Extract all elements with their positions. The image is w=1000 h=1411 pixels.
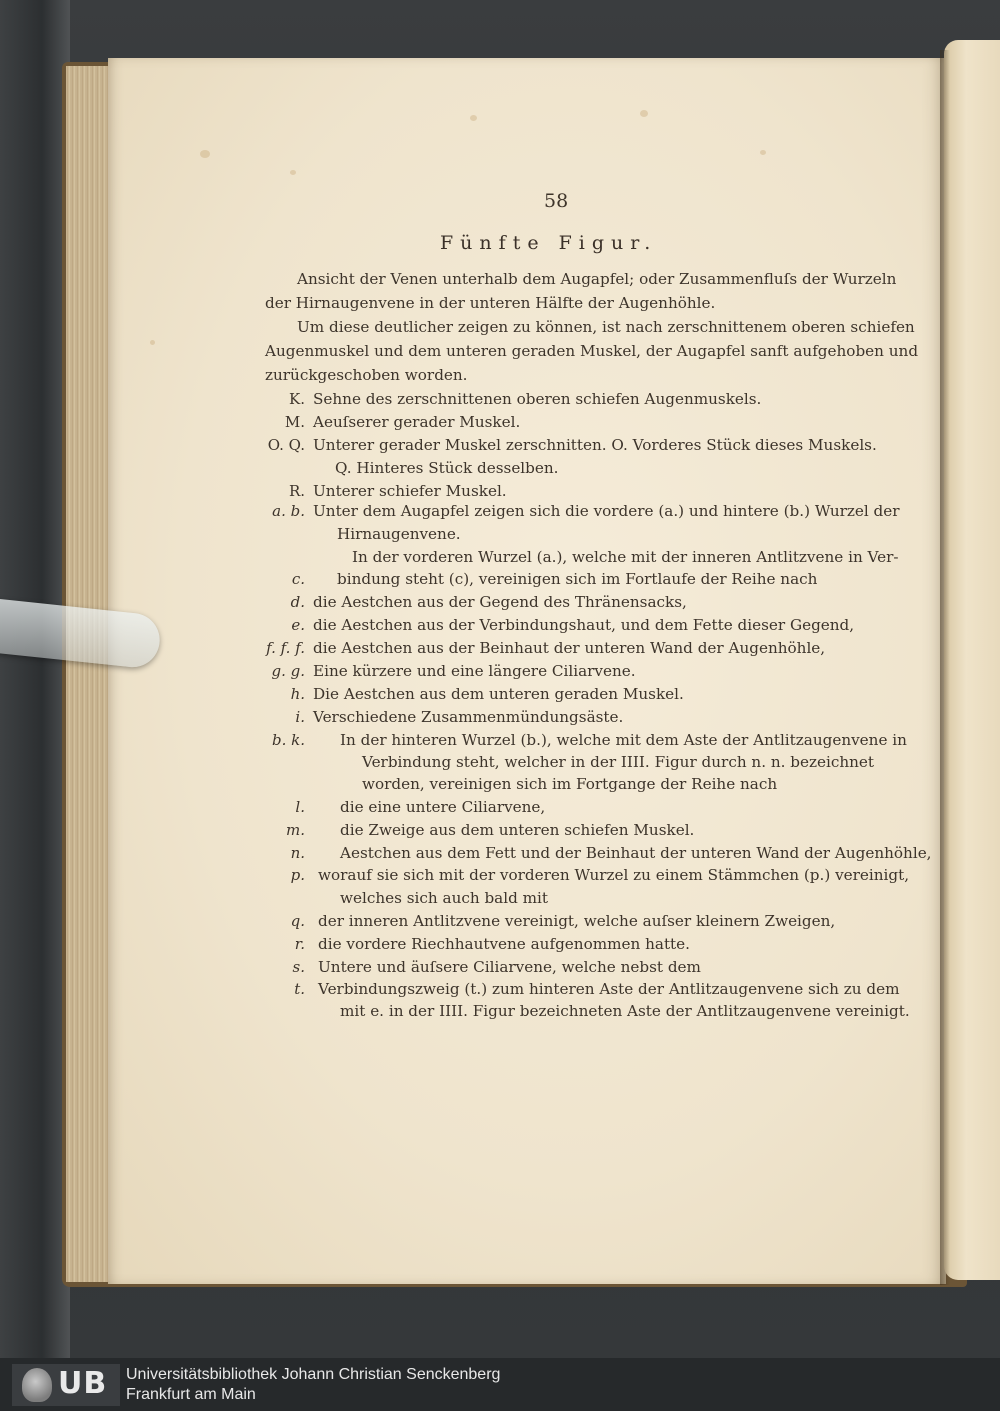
logo-text: UB xyxy=(58,1366,108,1401)
intro-line: Um diese deutlicher zeigen zu können, ist nach zerschnittenem oberen schiefen xyxy=(297,318,915,336)
legend-label: R. xyxy=(288,482,305,500)
legend-text: Hirnaugenvene. xyxy=(337,525,461,543)
legend-text: Eine kürzere und eine längere Ciliarvene. xyxy=(313,662,636,680)
legend-label: i. xyxy=(295,708,305,726)
legend-text: welches sich auch bald mit xyxy=(340,889,549,907)
legend-label: h. xyxy=(290,685,305,703)
legend-text: In der vorderen Wurzel (a.), welche mit der inneren Antlitzvene in Ver- xyxy=(352,548,899,566)
page-number: 58 xyxy=(544,190,569,212)
legend-text: Aestchen aus dem Fett und der Beinhaut der unteren Wand der Augenhöhle, xyxy=(340,844,932,862)
legend-text: Unter dem Augapfel zeigen sich die vordere (a.) und hintere (b.) Wurzel der xyxy=(313,502,900,520)
legend-text: Unterer schiefer Muskel. xyxy=(313,482,507,500)
library-name: Universitätsbibliothek Johann Christian Senckenberg xyxy=(126,1366,501,1383)
legend-label: M. xyxy=(284,413,305,431)
legend-label: m. xyxy=(286,821,305,839)
legend-text: die Aestchen aus der Beinhaut der unteren Wand der Augenhöhle, xyxy=(313,639,826,657)
legend-text: worden, vereinigen sich im Fortgange der Reihe nach xyxy=(362,775,778,793)
intro-line: Ansicht der Venen unterhalb dem Augapfel; oder Zusammenfluſs der Wurzeln xyxy=(297,270,897,288)
legend-text: bindung steht (c), vereinigen sich im Fortlaufe der Reihe nach xyxy=(337,570,818,588)
legend-text: Q. Hinteres Stück desselben. xyxy=(335,459,559,477)
legend-label: a. b. xyxy=(272,502,305,520)
page-gutter xyxy=(940,50,950,1285)
intro-line: zurückgeschoben worden. xyxy=(265,366,468,384)
legend-text: die Zweige aus dem unteren schiefen Muskel. xyxy=(340,821,695,839)
facing-page xyxy=(944,40,1000,1280)
legend-text: die Aestchen aus der Gegend des Thränensacks, xyxy=(313,593,687,611)
legend-label: q. xyxy=(290,912,305,930)
foxing-spot xyxy=(200,150,210,158)
legend-text: die Aestchen aus der Verbindungshaut, und dem Fette dieser Gegend, xyxy=(313,616,855,634)
legend-label: d. xyxy=(290,593,305,611)
legend-label: f. f. f. xyxy=(266,639,305,657)
legend-label: n. xyxy=(290,844,305,862)
foxing-spot xyxy=(640,110,648,117)
legend-label: s. xyxy=(292,958,305,976)
foxing-spot xyxy=(290,170,296,175)
legend-text: Verbindungszweig (t.) zum hinteren Aste der Antlitzaugenvene sich zu dem xyxy=(318,980,900,998)
legend-text: mit e. in der IIII. Figur bezeichneten Aste der Antlitzaugenvene vereinigt. xyxy=(340,1002,910,1020)
intro-line: Augenmuskel und dem unteren geraden Muskel, der Augapfel sanft aufgehoben und xyxy=(265,342,919,360)
portrait-icon xyxy=(22,1368,52,1402)
legend-text: Aeuſserer gerader Muskel. xyxy=(313,413,521,431)
legend-text: die eine untere Ciliarvene, xyxy=(340,798,546,816)
legend-label: e. xyxy=(291,616,305,634)
legend-label: b. k. xyxy=(272,731,305,749)
legend-label: t. xyxy=(294,980,305,998)
legend-text: Die Aestchen aus dem unteren geraden Muskel. xyxy=(313,685,684,703)
legend-text: Sehne des zerschnittenen oberen schiefen Augenmuskels. xyxy=(313,390,762,408)
legend-text: Unterer gerader Muskel zerschnitten. O. Vorderes Stück dieses Muskels. xyxy=(313,436,877,454)
legend-label: l. xyxy=(295,798,305,816)
legend-text: In der hinteren Wurzel (b.), welche mit dem Aste der Antlitzaugenvene in xyxy=(340,731,907,749)
legend-label: r. xyxy=(294,935,305,953)
intro-line: der Hirnaugenvene in der unteren Hälfte der Augenhöhle. xyxy=(265,294,716,312)
library-city: Frankfurt am Main xyxy=(126,1386,256,1403)
legend-label: O. Q. xyxy=(267,436,305,454)
legend-text: Untere und äuſsere Ciliarvene, welche nebst dem xyxy=(318,958,701,976)
page-title: Fünfte Figur. xyxy=(440,232,658,254)
legend-label: c. xyxy=(291,570,305,588)
foxing-spot xyxy=(470,115,477,121)
legend-label: g. g. xyxy=(271,662,305,680)
legend-text: Verschiedene Zusammenmündungsäste. xyxy=(313,708,624,726)
book-cover-left xyxy=(0,0,70,1358)
legend-text: worauf sie sich mit der vorderen Wurzel zu einem Stämmchen (p.) vereinigt, xyxy=(318,866,910,884)
legend-label: p. xyxy=(290,866,305,884)
legend-text: die vordere Riechhautvene aufgenommen hatte. xyxy=(318,935,690,953)
legend-label: K. xyxy=(289,390,305,408)
foxing-spot xyxy=(760,150,766,155)
foxing-spot xyxy=(150,340,155,345)
legend-text: Verbindung steht, welcher in der IIII. Figur durch n. n. bezeichnet xyxy=(362,753,875,771)
legend-text: der inneren Antlitzvene vereinigt, welche auſser kleinern Zweigen, xyxy=(318,912,836,930)
